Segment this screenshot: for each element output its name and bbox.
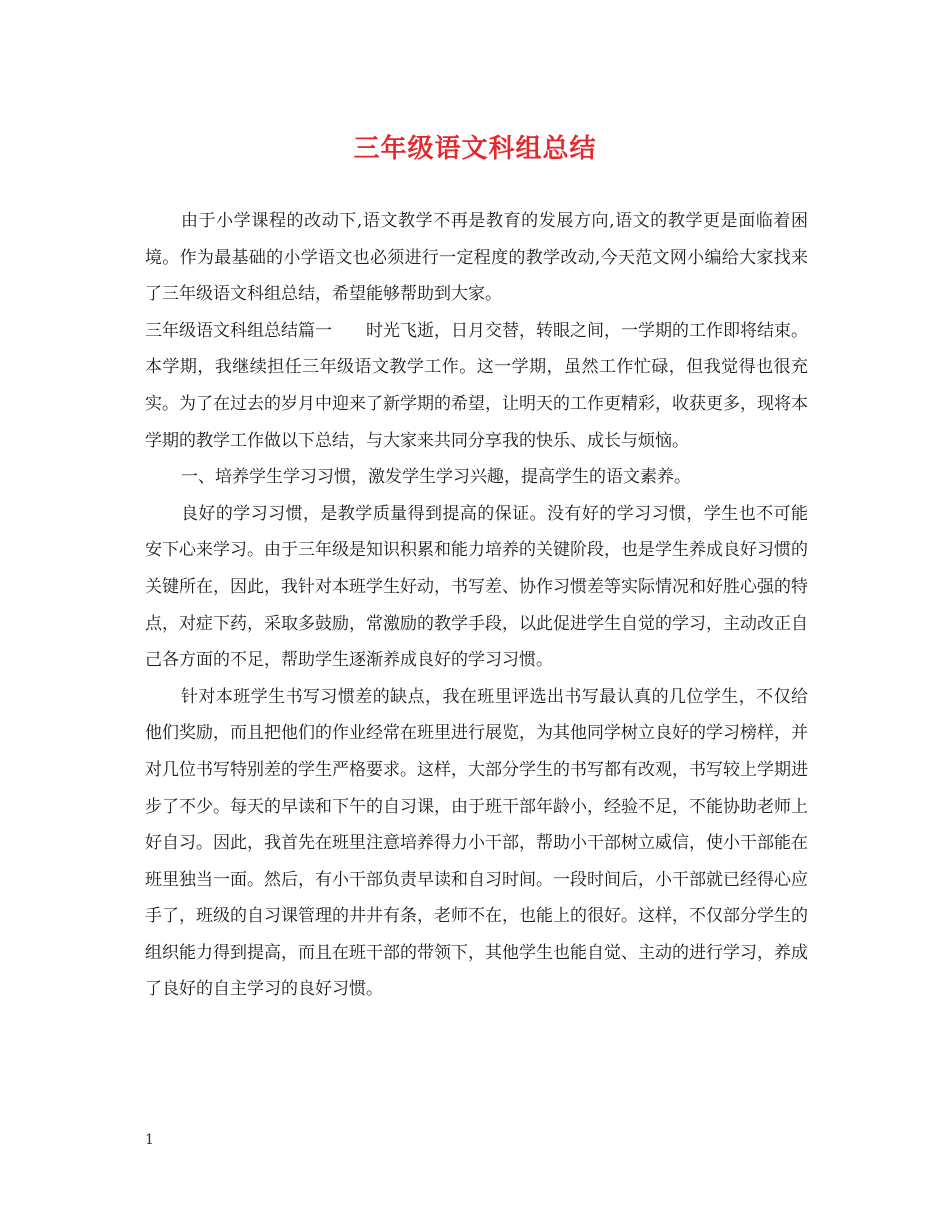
paragraph-writing: 针对本班学生书写习惯差的缺点，我在班里评选出书写最认真的几位学生，不仅给他们奖励，而且把他们的作业经常在班里进行展览，为其他同学树立良好的学习榜样，并对几位书写特别差的学生严格要求。这样，大部分学生的书写都有改观，书写较上学期进步了不少。每天的早读和下午的自习课，由于班干部年龄小，经验不足，不能协助老师上好自习。因此，我首先在班里注意培养得力小干部，帮助小干部树立威信，使小干部能在班里独当一面。然后，有小干部负责早读和自习时间。一段时间后，小干部就已经得心应手了，班级的自习课管理的井井有条，老师不在，也能上的很好。这样，不仅部分学生的组织能力得到提高，而且在班干部的带领下，其他学生也能自觉、主动的进行学习，养成了良好的自主学习的良好习惯。 xyxy=(145,686,808,1000)
paragraph-section-one: 三年级语文科组总结篇一 时光飞逝，日月交替，转眼之间，一学期的工作即将结束。本学期，我继续担任三年级语文教学工作。这一学期，虽然工作忙碌，但我觉得也很充实。为了在过去的岁月中迎来了新学期的希望，让明天的工作更精彩，收获更多，现将本学期的教学工作做以下总结，与大家来共同分享我的快乐、成长与烦恼。 xyxy=(145,320,808,451)
paragraph-habits: 良好的学习习惯，是教学质量得到提高的保证。没有好的学习习惯，学生也不可能安下心来学习。由于三年级是知识积累和能力培养的关键阶段，也是学生养成良好习惯的关键所在，因此，我针对本班学生好动，书写差、协作习惯差等实际情况和好胜心强的特点，对症下药，采取多鼓励，常激励的教学手段，以此促进学生自觉的学习，主动改正自己各方面的不足，帮助学生逐渐养成良好的学习习惯。 xyxy=(145,503,808,671)
document-title: 三年级语文科组总结 xyxy=(353,134,597,164)
paragraph-heading-one: 一、培养学生学习习惯，激发学生学习兴趣，提高学生的语文素养。 xyxy=(181,467,691,488)
page-number: 1 xyxy=(145,1132,154,1148)
document-body xyxy=(145,203,808,1008)
paragraph-intro: 由于小学课程的改动下,语文教学不再是教育的发展方向,语文的教学更是面临着困境。作为最基础的小学语文也必须进行一定程度的教学改动,今天范文网小编给大家找来了三年级语文科组总结，希望能够帮助到大家。 xyxy=(145,211,808,305)
